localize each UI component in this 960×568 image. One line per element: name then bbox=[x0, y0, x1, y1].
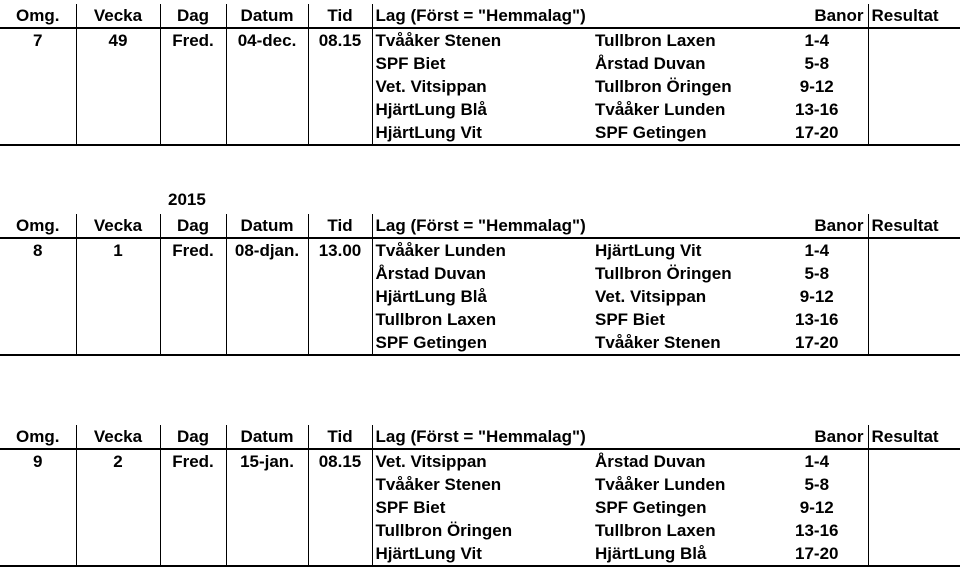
banor-value: 5-8 bbox=[804, 474, 830, 494]
table-row bbox=[0, 121, 960, 145]
cell-datum bbox=[226, 519, 308, 542]
table-row bbox=[0, 238, 960, 262]
header-dag: Dag bbox=[160, 4, 226, 28]
cell-datum bbox=[226, 542, 308, 566]
cell-datum bbox=[226, 496, 308, 519]
header-tid: Tid bbox=[308, 4, 372, 28]
cell-dag bbox=[160, 473, 226, 496]
cell-omg: 9 bbox=[33, 451, 43, 471]
table-row bbox=[0, 449, 960, 473]
cell-dag bbox=[160, 542, 226, 566]
cell-dag bbox=[160, 262, 226, 285]
cell-datum bbox=[226, 285, 308, 308]
header-resultat: Resultat bbox=[868, 425, 960, 449]
away-team: Tvååker Stenen bbox=[592, 331, 766, 355]
cell-omg bbox=[0, 331, 76, 355]
home-team: HjärtLung Blå bbox=[372, 285, 592, 308]
resultat-value bbox=[868, 496, 960, 519]
banor-value: 9-12 bbox=[799, 286, 834, 306]
resultat-value bbox=[868, 331, 960, 355]
cell-omg: 7 bbox=[33, 30, 43, 50]
cell-omg bbox=[0, 285, 76, 308]
banor-value: 1-4 bbox=[804, 240, 830, 260]
cell-dag: Fred. bbox=[160, 238, 226, 262]
cell-datum bbox=[226, 121, 308, 145]
cell-tid bbox=[308, 473, 372, 496]
cell-datum: 04-dec. bbox=[226, 28, 308, 52]
cell-tid bbox=[308, 496, 372, 519]
header-datum: Datum bbox=[226, 4, 308, 28]
away-team: SPF Getingen bbox=[595, 497, 707, 517]
cell-omg bbox=[0, 473, 76, 496]
cell-datum: 15-jan. bbox=[226, 449, 308, 473]
home-team: HjärtLung Vit bbox=[372, 121, 592, 145]
cell-datum bbox=[226, 52, 308, 75]
round-table bbox=[0, 4, 960, 146]
home-team: Vet. Vitsippan bbox=[372, 449, 592, 473]
banor-value: 17-20 bbox=[766, 331, 868, 355]
cell-vecka bbox=[76, 496, 160, 519]
cell-vecka bbox=[76, 519, 160, 542]
cell-vecka bbox=[76, 331, 160, 355]
cell-tid bbox=[308, 262, 372, 285]
header-lag: Lag (Först = "Hemmalag") bbox=[372, 4, 766, 28]
away-team: Årstad Duvan bbox=[595, 451, 706, 471]
header-banor: Banor bbox=[766, 425, 868, 449]
away-team: Vet. Vitsippan bbox=[595, 286, 707, 306]
cell-vecka bbox=[76, 308, 160, 331]
home-team: Årstad Duvan bbox=[372, 262, 592, 285]
cell-omg bbox=[0, 262, 76, 285]
banor-value: 9-12 bbox=[799, 76, 834, 96]
home-team: HjärtLung Blå bbox=[372, 98, 592, 121]
cell-dag bbox=[160, 98, 226, 121]
table-row bbox=[0, 308, 960, 331]
header-omg: Omg. bbox=[0, 425, 76, 449]
resultat-value bbox=[868, 285, 960, 308]
cell-dag bbox=[160, 519, 226, 542]
table-row bbox=[0, 285, 960, 308]
header-vecka: Vecka bbox=[76, 425, 160, 449]
resultat-value bbox=[868, 449, 960, 473]
cell-tid bbox=[308, 331, 372, 355]
cell-omg bbox=[0, 98, 76, 121]
resultat-value bbox=[868, 262, 960, 285]
cell-omg bbox=[0, 52, 76, 75]
cell-omg bbox=[0, 75, 76, 98]
cell-vecka bbox=[76, 75, 160, 98]
header-banor: Banor bbox=[766, 4, 868, 28]
cell-datum bbox=[226, 473, 308, 496]
resultat-value bbox=[868, 52, 960, 75]
cell-dag bbox=[160, 75, 226, 98]
header-row bbox=[0, 425, 960, 449]
cell-tid bbox=[308, 285, 372, 308]
resultat-value bbox=[868, 308, 960, 331]
cell-vecka: 49 bbox=[76, 28, 160, 52]
round-table bbox=[0, 214, 960, 356]
cell-dag bbox=[160, 331, 226, 355]
cell-vecka bbox=[76, 473, 160, 496]
cell-tid bbox=[308, 519, 372, 542]
table-row bbox=[0, 331, 960, 355]
cell-dag bbox=[160, 308, 226, 331]
home-team: Tvååker Stenen bbox=[372, 28, 592, 52]
cell-vecka bbox=[76, 262, 160, 285]
cell-vecka: 1 bbox=[76, 238, 160, 262]
cell-tid bbox=[308, 542, 372, 566]
header-datum: Datum bbox=[226, 425, 308, 449]
away-team: SPF Biet bbox=[595, 309, 665, 329]
cell-tid bbox=[308, 121, 372, 145]
header-dag: Dag bbox=[160, 214, 226, 238]
cell-tid: 13.00 bbox=[308, 238, 372, 262]
cell-tid bbox=[308, 98, 372, 121]
banor-value: 17-20 bbox=[766, 121, 868, 145]
banor-value: 13-16 bbox=[795, 520, 839, 540]
cell-dag: Fred. bbox=[160, 28, 226, 52]
table-row bbox=[0, 519, 960, 542]
banor-value: 17-20 bbox=[766, 542, 868, 566]
home-team: Tullbron Öringen bbox=[372, 519, 592, 542]
away-team: Årstad Duvan bbox=[595, 53, 706, 73]
header-resultat: Resultat bbox=[868, 214, 960, 238]
cell-dag bbox=[160, 52, 226, 75]
resultat-value bbox=[868, 75, 960, 98]
banor-value: 9-12 bbox=[799, 497, 834, 517]
resultat-value bbox=[868, 473, 960, 496]
home-team: Tvååker Stenen bbox=[372, 473, 592, 496]
cell-datum bbox=[226, 308, 308, 331]
header-tid: Tid bbox=[308, 425, 372, 449]
resultat-value bbox=[868, 28, 960, 52]
cell-tid bbox=[308, 75, 372, 98]
header-lag: Lag (Först = "Hemmalag") bbox=[372, 425, 766, 449]
away-team: Tvååker Lunden bbox=[595, 99, 726, 119]
table-row bbox=[0, 52, 960, 75]
away-team: HjärtLung Blå bbox=[592, 542, 766, 566]
home-team: SPF Getingen bbox=[372, 331, 592, 355]
cell-vecka bbox=[76, 52, 160, 75]
cell-tid bbox=[308, 308, 372, 331]
header-row bbox=[0, 214, 960, 238]
banor-value: 1-4 bbox=[804, 451, 830, 471]
cell-omg bbox=[0, 308, 76, 331]
table-row bbox=[0, 262, 960, 285]
cell-datum bbox=[226, 331, 308, 355]
cell-tid: 08.15 bbox=[308, 449, 372, 473]
table-row bbox=[0, 28, 960, 52]
table-row bbox=[0, 542, 960, 566]
table-row bbox=[0, 473, 960, 496]
cell-vecka bbox=[76, 542, 160, 566]
away-team: Tullbron Öringen bbox=[595, 263, 732, 283]
header-vecka: Vecka bbox=[76, 214, 160, 238]
cell-vecka bbox=[76, 121, 160, 145]
resultat-value bbox=[868, 121, 960, 145]
banor-value: 5-8 bbox=[804, 263, 830, 283]
cell-tid: 08.15 bbox=[308, 28, 372, 52]
banor-value: 5-8 bbox=[804, 53, 830, 73]
year-label: 2015 bbox=[168, 190, 206, 209]
resultat-value bbox=[868, 238, 960, 262]
table-row bbox=[0, 98, 960, 121]
header-vecka: Vecka bbox=[76, 4, 160, 28]
home-team: SPF Biet bbox=[372, 496, 592, 519]
cell-dag bbox=[160, 496, 226, 519]
header-banor: Banor bbox=[766, 214, 868, 238]
banor-value: 13-16 bbox=[795, 309, 839, 329]
round-table bbox=[0, 425, 960, 567]
cell-dag bbox=[160, 285, 226, 308]
away-team: Tullbron Laxen bbox=[595, 520, 716, 540]
header-datum: Datum bbox=[226, 214, 308, 238]
header-dag: Dag bbox=[160, 425, 226, 449]
cell-datum bbox=[226, 75, 308, 98]
banor-value: 1-4 bbox=[804, 30, 830, 50]
home-team: Tullbron Laxen bbox=[372, 308, 592, 331]
cell-datum: 08-djan. bbox=[226, 238, 308, 262]
resultat-value bbox=[868, 519, 960, 542]
table-row bbox=[0, 75, 960, 98]
home-team: Vet. Vitsippan bbox=[372, 75, 592, 98]
cell-vecka bbox=[76, 98, 160, 121]
resultat-value bbox=[868, 98, 960, 121]
home-team: Tvååker Lunden bbox=[372, 238, 592, 262]
home-team: HjärtLung Vit bbox=[372, 542, 592, 566]
away-team: Tullbron Laxen bbox=[595, 30, 716, 50]
cell-omg: 8 bbox=[33, 240, 43, 260]
cell-omg bbox=[0, 519, 76, 542]
banor-value: 13-16 bbox=[795, 99, 839, 119]
cell-dag bbox=[160, 121, 226, 145]
away-team: HjärtLung Vit bbox=[595, 240, 702, 260]
cell-vecka: 2 bbox=[76, 449, 160, 473]
cell-omg bbox=[0, 496, 76, 519]
resultat-value bbox=[868, 542, 960, 566]
cell-dag: Fred. bbox=[160, 449, 226, 473]
cell-datum bbox=[226, 98, 308, 121]
table-row bbox=[0, 496, 960, 519]
away-team: Tullbron Öringen bbox=[595, 76, 732, 96]
header-resultat: Resultat bbox=[868, 4, 960, 28]
cell-datum bbox=[226, 262, 308, 285]
header-omg: Omg. bbox=[0, 4, 76, 28]
away-team: Tvååker Lunden bbox=[595, 474, 726, 494]
header-omg: Omg. bbox=[0, 214, 76, 238]
home-team: SPF Biet bbox=[372, 52, 592, 75]
cell-tid bbox=[308, 52, 372, 75]
header-row bbox=[0, 4, 960, 28]
header-lag: Lag (Först = "Hemmalag") bbox=[372, 214, 766, 238]
cell-omg bbox=[0, 542, 76, 566]
header-tid: Tid bbox=[308, 214, 372, 238]
cell-omg bbox=[0, 121, 76, 145]
away-team: SPF Getingen bbox=[592, 121, 766, 145]
cell-vecka bbox=[76, 285, 160, 308]
